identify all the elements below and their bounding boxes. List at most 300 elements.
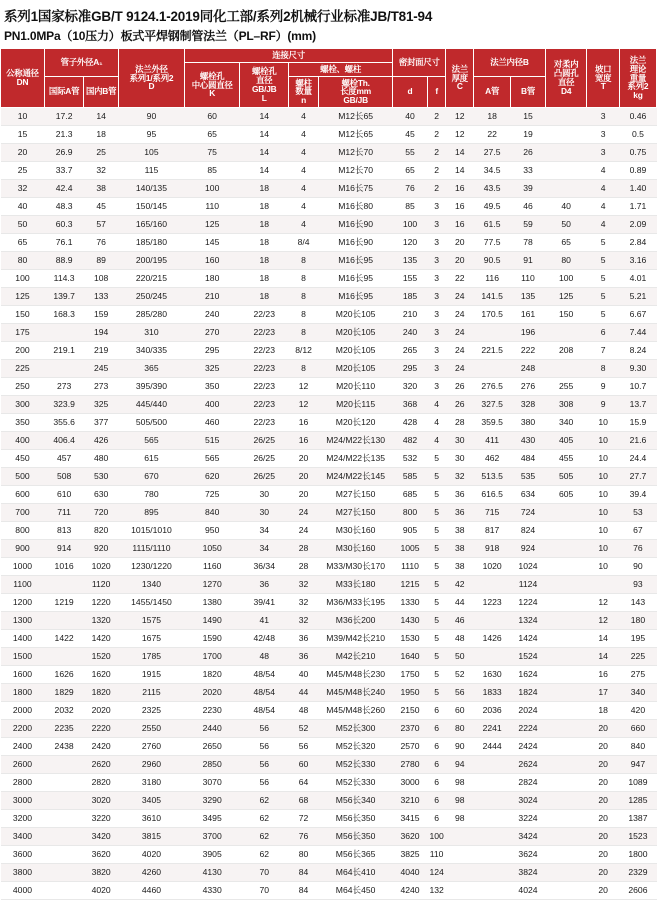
- table-cell: 208: [545, 342, 587, 360]
- th-pipe-a: 国际A管: [44, 76, 83, 107]
- table-cell: 430: [511, 432, 546, 450]
- table-cell: 275: [619, 666, 656, 684]
- table-cell: 2.84: [619, 234, 656, 252]
- table-cell: 3600: [1, 846, 45, 864]
- table-cell: 400: [184, 396, 240, 414]
- table-cell: 14: [240, 108, 289, 126]
- table-cell: 1600: [1, 666, 45, 684]
- table-cell: 180: [619, 612, 656, 630]
- table-cell: 620: [184, 468, 240, 486]
- table-cell: 5: [587, 270, 619, 288]
- table-cell: 450: [1, 450, 45, 468]
- table-cell: 1430: [393, 612, 428, 630]
- table-cell: 135: [393, 252, 428, 270]
- table-row: [1, 432, 657, 450]
- table-cell: 76: [393, 180, 428, 198]
- table-cell: 48/54: [240, 702, 289, 720]
- table-cell: 8: [587, 360, 619, 378]
- table-cell: 26: [446, 396, 474, 414]
- table-cell: [44, 576, 83, 594]
- table-cell: 67: [619, 522, 656, 540]
- table-cell: 3024: [511, 792, 546, 810]
- table-cell: 500: [1, 468, 45, 486]
- table-cell: 16: [587, 666, 619, 684]
- table-cell: 80: [289, 846, 319, 864]
- th-dn-l1: 公称通径: [6, 68, 39, 79]
- table-cell: [44, 810, 83, 828]
- table-cell: 90: [619, 558, 656, 576]
- table-cell: 1324: [511, 612, 546, 630]
- table-cell: 4040: [393, 864, 428, 882]
- table-cell: 1300: [1, 612, 45, 630]
- table-cell: 482: [393, 432, 428, 450]
- table-cell: 30: [446, 450, 474, 468]
- table-cell: 610: [44, 486, 83, 504]
- table-row: [1, 108, 657, 126]
- table-cell: M12长70: [319, 144, 393, 162]
- table-cell: 715: [474, 504, 511, 522]
- table-cell: [545, 558, 587, 576]
- table-cell: 9: [587, 378, 619, 396]
- table-cell: 3: [587, 144, 619, 162]
- table-cell: 14: [240, 162, 289, 180]
- table-cell: 65: [184, 126, 240, 144]
- table-cell: 505/500: [118, 414, 184, 432]
- table-cell: 4: [289, 198, 319, 216]
- table-cell: 159: [84, 306, 119, 324]
- table-cell: 359.5: [474, 414, 511, 432]
- table-cell: 0.46: [619, 108, 656, 126]
- th-bevel-l2: 宽度: [595, 72, 612, 83]
- table-cell: 175: [1, 324, 45, 342]
- table-cell: 26.9: [44, 144, 83, 162]
- table-cell: 3: [427, 288, 446, 306]
- table-cell: 813: [44, 522, 83, 540]
- table-cell: 3620: [393, 828, 428, 846]
- page-subtitle: PN1.0MPa（10压力）板式平焊钢制管法兰（PL–RF）(mm): [4, 29, 316, 43]
- table-cell: 64: [289, 774, 319, 792]
- table-cell: M52长320: [319, 738, 393, 756]
- table-cell: 6: [427, 810, 446, 828]
- table-cell: 4: [289, 216, 319, 234]
- table-cell: [474, 324, 511, 342]
- table-cell: 24: [289, 504, 319, 522]
- table-cell: 20: [446, 252, 474, 270]
- th-bolt-circle-l3: K: [209, 88, 216, 99]
- table-cell: 10: [587, 468, 619, 486]
- table-cell: 817: [474, 522, 511, 540]
- table-cell: 185/180: [118, 234, 184, 252]
- table-cell: 46: [511, 198, 546, 216]
- table-cell: 2024: [511, 702, 546, 720]
- table-row: [1, 216, 657, 234]
- table-cell: 270: [184, 324, 240, 342]
- table-cell: 245: [84, 360, 119, 378]
- table-cell: 308: [545, 396, 587, 414]
- table-cell: 38: [446, 558, 474, 576]
- table-cell: 48.3: [44, 198, 83, 216]
- table-cell: 3: [587, 126, 619, 144]
- table-cell: 24.4: [619, 450, 656, 468]
- table-cell: [446, 846, 474, 864]
- table-cell: 6: [427, 792, 446, 810]
- table-cell: 3: [427, 342, 446, 360]
- table-cell: 8: [289, 270, 319, 288]
- table-cell: 3: [427, 234, 446, 252]
- table-cell: 350: [1, 414, 45, 432]
- page-title: 系列1国家标准GB/T 9124.1-2019同化工部/系列2机械行业标准JB/T81-94: [4, 9, 433, 24]
- table-cell: 328: [511, 396, 546, 414]
- table-cell: 56: [289, 738, 319, 756]
- table-cell: 80: [545, 252, 587, 270]
- table-cell: 0.89: [619, 162, 656, 180]
- table-cell: 340: [619, 684, 656, 702]
- th-thickness-l2: 厚度: [451, 72, 468, 83]
- table-cell: 2020: [184, 684, 240, 702]
- table-cell: 72: [289, 810, 319, 828]
- table-cell: 33: [511, 162, 546, 180]
- table-cell: 8.24: [619, 342, 656, 360]
- table-cell: 17.2: [44, 108, 83, 126]
- table-cell: 60: [446, 702, 474, 720]
- table-cell: 323.9: [44, 396, 83, 414]
- table-cell: 219.1: [44, 342, 83, 360]
- table-cell: 395/390: [118, 378, 184, 396]
- table-row: [1, 810, 657, 828]
- th-thickness-l3: C: [456, 81, 463, 92]
- table-cell: 100: [393, 216, 428, 234]
- table-cell: 32: [84, 162, 119, 180]
- table-cell: 3400: [1, 828, 45, 846]
- table-cell: 1387: [619, 810, 656, 828]
- table-cell: 56: [240, 738, 289, 756]
- table-cell: 14: [446, 144, 474, 162]
- table-cell: 273: [84, 378, 119, 396]
- table-cell: 505: [545, 468, 587, 486]
- table-cell: 615: [118, 450, 184, 468]
- table-cell: 20: [587, 810, 619, 828]
- table-cell: 3815: [118, 828, 184, 846]
- th-pipe-b: 国内B管: [84, 76, 119, 107]
- table-cell: 10: [587, 432, 619, 450]
- table-cell: 1820: [184, 666, 240, 684]
- table-cell: 26/25: [240, 468, 289, 486]
- table-cell: 295: [184, 342, 240, 360]
- table-cell: 2424: [511, 738, 546, 756]
- table-cell: [545, 180, 587, 198]
- table-row: [1, 468, 657, 486]
- table-cell: [44, 882, 83, 900]
- table-cell: 12: [587, 612, 619, 630]
- table-cell: 2800: [1, 774, 45, 792]
- table-cell: 120: [393, 234, 428, 252]
- table-cell: [474, 792, 511, 810]
- table-cell: 3700: [184, 828, 240, 846]
- table-cell: 219: [84, 342, 119, 360]
- table-cell: 2020: [84, 702, 119, 720]
- table-cell: 924: [511, 540, 546, 558]
- table-cell: 480: [84, 450, 119, 468]
- table-cell: 30: [446, 432, 474, 450]
- table-cell: 8: [289, 288, 319, 306]
- table-cell: 32: [1, 180, 45, 198]
- table-row: [1, 630, 657, 648]
- table-cell: 38: [84, 180, 119, 198]
- table-cell: 276.5: [474, 378, 511, 396]
- table-cell: 10: [587, 504, 619, 522]
- th-weight-l5: kg: [633, 90, 643, 101]
- table-cell: 276: [511, 378, 546, 396]
- table-cell: 365: [118, 360, 184, 378]
- table-row: [1, 738, 657, 756]
- table-cell: 93: [619, 576, 656, 594]
- table-cell: 5: [427, 486, 446, 504]
- table-cell: 4: [587, 216, 619, 234]
- table-cell: 20: [587, 882, 619, 900]
- th-inner-dia-group: 法兰内径B: [474, 49, 546, 77]
- table-cell: 616.5: [474, 486, 511, 504]
- table-cell: 98: [446, 810, 474, 828]
- table-cell: 1630: [474, 666, 511, 684]
- table-cell: M20长105: [319, 360, 393, 378]
- table-cell: 1015/1010: [118, 522, 184, 540]
- table-cell: [44, 846, 83, 864]
- th-bolt-spec-l1: 螺栓Th.: [341, 77, 370, 88]
- table-cell: 50: [446, 648, 474, 666]
- th-inner-a: A管: [474, 76, 511, 107]
- th-bolt-hole-l1: 螺栓孔: [251, 66, 277, 77]
- table-cell: 918: [474, 540, 511, 558]
- table-cell: 34: [240, 540, 289, 558]
- table-cell: 62: [240, 828, 289, 846]
- table-cell: 105: [118, 144, 184, 162]
- table-cell: 1215: [393, 576, 428, 594]
- table-cell: 14: [84, 108, 119, 126]
- table-cell: 132: [427, 882, 446, 900]
- table-cell: 5: [587, 234, 619, 252]
- table-cell: 16: [289, 432, 319, 450]
- table-cell: [474, 360, 511, 378]
- table-cell: 340: [545, 414, 587, 432]
- table-cell: 44: [289, 684, 319, 702]
- table-cell: 325: [184, 360, 240, 378]
- th-pipe-od-group: 管子外径A₁: [44, 49, 118, 77]
- table-cell: 3200: [1, 810, 45, 828]
- th-bolt-hole-l2: 直径: [256, 75, 273, 86]
- table-cell: 41: [240, 612, 289, 630]
- table-cell: 38: [446, 540, 474, 558]
- table-cell: 5: [427, 504, 446, 522]
- table-cell: 20: [587, 864, 619, 882]
- th-bolt-qty-l3: n: [301, 95, 307, 106]
- table-cell: 90: [446, 738, 474, 756]
- table-row: [1, 828, 657, 846]
- th-bolt-hole-l4: L: [261, 92, 267, 103]
- table-cell: M27长150: [319, 486, 393, 504]
- table-cell: M12长65: [319, 126, 393, 144]
- table-cell: 5: [427, 648, 446, 666]
- table-cell: 15: [511, 108, 546, 126]
- table-cell: 20: [289, 486, 319, 504]
- th-boss-l4: D4: [561, 85, 572, 96]
- table-cell: 1285: [619, 792, 656, 810]
- table-cell: 1455/1450: [118, 594, 184, 612]
- table-cell: 6: [427, 756, 446, 774]
- table-row: [1, 684, 657, 702]
- table-row: [1, 846, 657, 864]
- table-cell: 56: [446, 684, 474, 702]
- table-cell: [474, 846, 511, 864]
- table-cell: 39: [511, 180, 546, 198]
- table-cell: 2115: [118, 684, 184, 702]
- table-cell: 4330: [184, 882, 240, 900]
- table-cell: 3: [427, 252, 446, 270]
- table-cell: 1320: [84, 612, 119, 630]
- table-cell: 4.01: [619, 270, 656, 288]
- table-cell: 3: [427, 360, 446, 378]
- table-cell: 4240: [393, 882, 428, 900]
- table-cell: 2420: [84, 738, 119, 756]
- table-cell: 116: [474, 270, 511, 288]
- table-cell: 3820: [84, 864, 119, 882]
- table-cell: 3180: [118, 774, 184, 792]
- table-cell: 530: [84, 468, 119, 486]
- table-cell: 1524: [511, 648, 546, 666]
- table-cell: M16长95: [319, 288, 393, 306]
- table-cell: 1626: [44, 666, 83, 684]
- table-cell: 4260: [118, 864, 184, 882]
- th-boss-l3: 直径: [557, 77, 575, 88]
- table-cell: 20: [446, 234, 474, 252]
- table-cell: M56长350: [319, 828, 393, 846]
- table-cell: 76.1: [44, 234, 83, 252]
- table-cell: 535: [511, 468, 546, 486]
- table-cell: 2760: [118, 738, 184, 756]
- table-cell: 12: [289, 378, 319, 396]
- table-cell: [545, 828, 587, 846]
- table-cell: 114.3: [44, 270, 83, 288]
- table-cell: 10.7: [619, 378, 656, 396]
- table-cell: 48: [289, 702, 319, 720]
- table-cell: 240: [393, 324, 428, 342]
- table-cell: 3: [427, 270, 446, 288]
- table-cell: 5: [427, 468, 446, 486]
- table-cell: 46: [446, 612, 474, 630]
- table-cell: 10: [1, 108, 45, 126]
- table-cell: 16: [446, 198, 474, 216]
- table-row: [1, 180, 657, 198]
- table-cell: 1016: [44, 558, 83, 576]
- table-cell: 49.5: [474, 198, 511, 216]
- table-cell: 2: [427, 144, 446, 162]
- table-cell: 50: [545, 216, 587, 234]
- table-cell: 18: [240, 198, 289, 216]
- table-cell: 221.5: [474, 342, 511, 360]
- table-cell: 42: [446, 576, 474, 594]
- table-cell: 6.67: [619, 306, 656, 324]
- table-cell: 585: [393, 468, 428, 486]
- table-cell: [545, 360, 587, 378]
- th-bolt-circle-l1: 螺栓孔: [199, 70, 225, 81]
- table-cell: 1400: [1, 630, 45, 648]
- table-row: [1, 126, 657, 144]
- th-flange-od-l3: D: [148, 81, 155, 92]
- table-cell: [545, 756, 587, 774]
- table-cell: 16: [446, 180, 474, 198]
- table-cell: 40: [393, 108, 428, 126]
- table-cell: 3070: [184, 774, 240, 792]
- table-cell: 355.6: [44, 414, 83, 432]
- table-cell: 124: [427, 864, 446, 882]
- th-bolt-qty-l2: 数量: [295, 86, 312, 97]
- table-cell: 16: [446, 216, 474, 234]
- table-cell: [545, 522, 587, 540]
- table-cell: 57: [84, 216, 119, 234]
- table-cell: 1620: [84, 666, 119, 684]
- table-cell: M64长410: [319, 864, 393, 882]
- table-cell: 222: [511, 342, 546, 360]
- table-cell: 2235: [44, 720, 83, 738]
- table-cell: 3: [427, 306, 446, 324]
- table-cell: 5: [427, 630, 446, 648]
- table-cell: 95: [118, 126, 184, 144]
- table-cell: 20: [587, 792, 619, 810]
- table-cell: 14: [587, 630, 619, 648]
- table-cell: [44, 756, 83, 774]
- table-cell: 14: [240, 144, 289, 162]
- table-cell: [474, 576, 511, 594]
- table-cell: 34.5: [474, 162, 511, 180]
- table-cell: 48/54: [240, 666, 289, 684]
- table-cell: 1675: [118, 630, 184, 648]
- table-cell: 90.5: [474, 252, 511, 270]
- table-cell: 1950: [393, 684, 428, 702]
- table-cell: 62: [240, 810, 289, 828]
- table-row: [1, 378, 657, 396]
- th-flange-od-l2: 系列1/系列2: [129, 72, 174, 83]
- table-cell: 340/335: [118, 342, 184, 360]
- table-cell: [545, 540, 587, 558]
- table-cell: 711: [44, 504, 83, 522]
- table-cell: 20: [289, 468, 319, 486]
- table-cell: 210: [393, 306, 428, 324]
- th-flange-od-l1: 法兰外径: [135, 63, 168, 74]
- table-cell: M52长330: [319, 774, 393, 792]
- table-cell: 44: [446, 594, 474, 612]
- table-cell: 24: [446, 324, 474, 342]
- table-cell: 18: [84, 126, 119, 144]
- table-cell: 225: [1, 360, 45, 378]
- table-cell: 720: [84, 504, 119, 522]
- table-cell: 0.75: [619, 144, 656, 162]
- table-cell: 155: [393, 270, 428, 288]
- table-cell: M16长75: [319, 180, 393, 198]
- table-cell: 36: [446, 486, 474, 504]
- table-cell: [545, 144, 587, 162]
- table-cell: 1490: [184, 612, 240, 630]
- table-cell: 295: [393, 360, 428, 378]
- table-cell: M56长350: [319, 810, 393, 828]
- table-cell: 161: [511, 306, 546, 324]
- table-cell: 20: [289, 450, 319, 468]
- table-cell: 12: [289, 396, 319, 414]
- table-cell: 1829: [44, 684, 83, 702]
- table-cell: 1824: [511, 684, 546, 702]
- table-cell: [545, 882, 587, 900]
- table-cell: 5: [587, 306, 619, 324]
- th-bevel-l1: 坡口: [595, 63, 612, 74]
- table-cell: 4: [427, 396, 446, 414]
